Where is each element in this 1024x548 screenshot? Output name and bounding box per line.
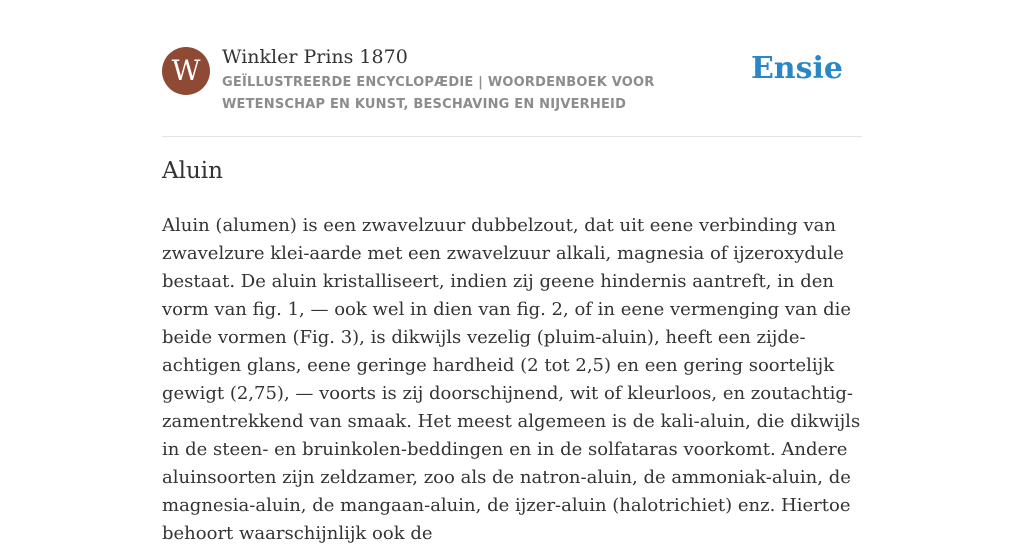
ensie-logo[interactable]: Ensie [750, 51, 843, 86]
avatar[interactable]: W [162, 47, 210, 95]
article-body: Aluin (alumen) is een zwavelzuur dubbelzout, dat uit eene verbinding van zwavelzure klei-aarde met een zwavelzuur alkali, magnesia of ijzeroxydule bestaat. De aluin kristalliseert, indien zij geene hindernis aantreft, in den vorm van fig. 1, — ook wel in dien van fig. 2, of in eene vermenging van die beide vormen (Fig. 3), is dikwijls vezelig (pluim-aluin), heeft een zijde-achtigen glans, eene geringe hardheid (2 tot 2,5) en een gering soortelijk gewigt (2,75), — voorts is zij doorschijnend, wit of kleurloos, en zoutachtig- zamentrekkend van smaak. Het meest algemeen is de kali-aluin, die dikwijls in de steen- en bruinkolen-beddingen en in de solfataras voorkomt. Andere aluinsoorten zijn zeldzamer, zoo als de natron-aluin, de ammoniak-aluin, de magnesia-aluin, de mangaan-aluin, de ijzer-aluin (halotrichiet) enz. Hiertoe behoort waarschijnlijk ook de [162, 215, 861, 544]
source-subtitle: GEÏLLUSTREERDE ENCYCLOPÆDIE | WOORDENBOEK VOOR WETENSCHAP EN KUNST, BESCHAVING EN NIJVERHEID [222, 75, 655, 112]
source-title[interactable]: Winkler Prins 1870 [222, 46, 408, 68]
source-header [162, 44, 862, 137]
article-title: Aluin [162, 158, 223, 184]
